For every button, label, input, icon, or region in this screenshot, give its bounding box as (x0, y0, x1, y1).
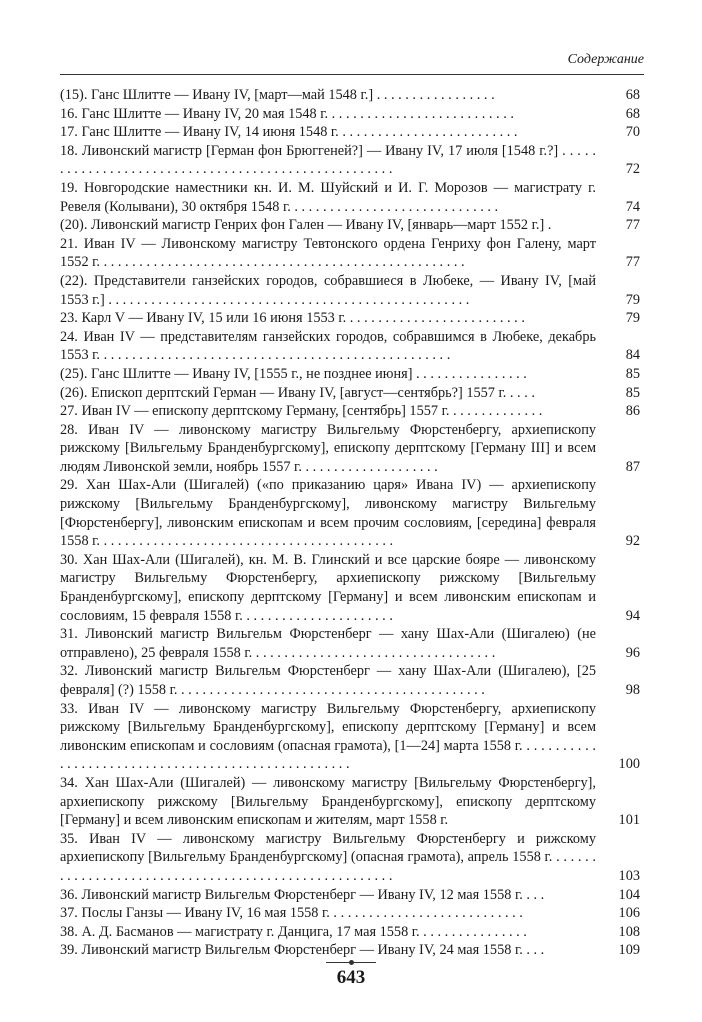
toc-entry-page: 103 (618, 867, 640, 884)
toc-entry (60, 123, 644, 142)
page-number: 643 (336, 967, 366, 988)
toc-entry (60, 272, 644, 309)
toc-entry (60, 774, 644, 830)
toc-entry (60, 923, 644, 942)
toc-entry-title: (26). Епископ дерптский Герман — Ивану IV, [август—сентябрь?] 1557 г. . . . . (60, 384, 535, 401)
toc-entry-page: 79 (625, 310, 640, 327)
toc-entry-title: 37. Послы Ганзы — Ивану IV, 16 мая 1558 г. . . . . . . . . . . . . . . . . . . . . . . . . . . . (60, 905, 523, 922)
toc-entry-page: 74 (625, 198, 640, 215)
toc-entry-page: 72 (625, 161, 640, 178)
toc-entry (60, 551, 644, 625)
toc-entry-title: 32. Ливонский магистр Вильгельм Фюрстенберг — хану Шах-Али (Шигалею), [25 февраля] (?) 1558 г. . . . . . . . . . . . . . . . . . . . . . . . . . . . . . . . . . . . . . . . . . . . (60, 663, 596, 698)
toc-entry-page: 94 (625, 607, 640, 624)
toc-entry (60, 476, 644, 550)
toc-entry-page: 106 (618, 905, 640, 922)
toc-entry-title: 39. Ливонский магистр Вильгельм Фюрстенберг — Ивану IV, 24 мая 1558 г. . . . (60, 942, 545, 959)
toc-entry-page: 68 (625, 87, 640, 103)
toc-entry-title: 19. Новгородские наместники кн. И. М. Шуйский и И. Г. Морозов — магистрату г. Ревеля (Колывани), 30 октября 1548 г. . . . . . . . . . . . . . . . . . . . . . . . . . . . . . (60, 179, 596, 215)
toc-entry-page: 77 (625, 254, 640, 271)
toc-entry-title: 21. Иван IV — Ливонскому магистру Тевтонского ордена Генриху фон Галену, март 1552 г. . . . . . . . . . . . . . . . . . . . . . . . . . . . . . . . . . . . . . . . . . . . . . . . . . . . (60, 235, 596, 271)
header-title: Содержание (567, 52, 644, 67)
toc-entry (60, 309, 644, 328)
toc-entry-page: 92 (625, 533, 640, 550)
toc-entry-title: 27. Иван IV — епископу дерптскому Герману, [сентябрь] 1557 г. . . . . . . . . . . . . . (60, 403, 543, 420)
toc-entry-title: 30. Хан Шах-Али (Шигалей), кн. М. В. Глинский и все царские бояре — ливонскому магистру Вильгельму Фюрстенбергу, архиепископу рижскому [Вильгельму Бранденбургскому], епископу дерптскому [Герману] и всем ливонским епископам и сословиям, 15 февраля 1558 г. . . . . . . . . . . . . . . . . . . . . . (60, 551, 596, 624)
toc-entry-title: 28. Иван IV — ливонскому магистру Вильгельму Фюрстенбергу, архиепископу рижскому [Вильгельму Бранденбургскому], епископу дерптскому [Герману III] и всем людям Ливонской земли, ноябрь 1557 г. . . . . . . . . . . . . . . . . . . . (60, 421, 596, 475)
toc-entry (60, 142, 644, 179)
toc-entry-page: 96 (625, 644, 640, 661)
toc-entry (60, 384, 644, 403)
toc-entry-title: (25). Ганс Шлитте — Ивану IV, [1555 г., не позднее июня] . . . . . . . . . . . . . . . . (60, 365, 527, 382)
toc-entry-title: 31. Ливонский магистр Вильгельм Фюрстенберг — хану Шах-Али (Шигалею) (не отправлено), 25 февраля 1558 г. . . . . . . . . . . . . . . . . . . . . . . . . . . . . . . . . . . (60, 626, 596, 661)
toc-entry-page: 77 (625, 217, 640, 234)
toc-entry-page: 68 (625, 105, 640, 122)
toc-entry-title: 29. Хан Шах-Али (Шигалей) («по приказанию царя» Ивана IV) — архиепископу рижскому [Вильгельму Бранденбургскому], ливонскому магистру Вильгельму [Фюрстенбергу], ливонским епископам и всем прочим сословиям, [середина] февраля 1558 г. . . . . . . . . . . . . . . . . . . . . . . . . . . . . . . . . . . . . . . . . . (60, 477, 596, 550)
toc-entry-title: 35. Иван IV — ливонскому магистру Вильгельму Фюрстенбергу и рижскому архиепископу [Вильгельму Бранденбургскому] (опасная грамота), апрель 1558 г. . . . . . . . . . . . . . . . . . . . . . . . . . . . . . . . . . . . . . . . . . . . . . . . . . . . . . (60, 830, 596, 884)
toc-entry (60, 662, 644, 699)
toc-entry-page: 87 (625, 458, 640, 475)
toc-entry (60, 625, 644, 662)
toc-entry (60, 328, 644, 365)
toc-entry-title: 18. Ливонский магистр [Герман фон Брюггеней?] — Ивану IV, 17 июля [1548 г.?] . . . . . . . . . . . . . . . . . . . . . . . . . . . . . . . . . . . . . . . . . . . . . . . . . . . . (60, 142, 596, 178)
toc-entry-page: 85 (625, 365, 640, 382)
toc-entry-page: 104 (618, 886, 640, 903)
toc-entry-page: 70 (625, 124, 640, 141)
toc-entry-title: 33. Иван IV — ливонскому магистру Вильгельму Фюрстенбергу, архиепископу рижскому [Вильгельму Бранденбургскому], епископу дерптскому [Герману] и всем ливонским епископам и сословиям (опасная грамота), [1—24] марта 1558 г. . . . . . . . . . . . . . . . . . . . . . . . . . . . . . . . . . . . . . . . . . . . . . . . . . . . (60, 700, 596, 773)
toc-entry (60, 830, 644, 886)
toc-entry-page: 100 (618, 756, 640, 773)
page-number-ornament (326, 962, 376, 963)
toc-entry (60, 86, 644, 105)
toc-entry (60, 216, 644, 235)
toc-entry (60, 235, 644, 272)
toc-entry-page: 85 (625, 384, 640, 401)
toc-entry-title: 23. Карл V — Ивану IV, 15 или 16 июня 1553 г. . . . . . . . . . . . . . . . . . . . . . . . . . (60, 310, 525, 327)
toc-entry-page: 98 (625, 682, 640, 698)
toc-entry-page: 108 (618, 923, 640, 940)
toc-entry-page: 79 (625, 291, 640, 308)
toc-entry (60, 105, 644, 124)
toc-entry-page: 101 (618, 812, 640, 829)
toc-entry-title: (22). Представители ганзейских городов, собравшиеся в Любеке, — Ивану IV, [май 1553 г.] . . . . . . . . . . . . . . . . . . . . . . . . . . . . . . . . . . . . . . . . . . . . . . . . . . . (60, 272, 596, 308)
toc-entry-title: (20). Ливонский магистр Генрих фон Гален — Ивану IV, [январь—март 1552 г.] . (60, 217, 552, 234)
toc-entry-page: 86 (625, 403, 640, 420)
toc-entry (60, 700, 644, 774)
toc-entry (60, 886, 644, 905)
table-of-contents (60, 86, 644, 960)
toc-entry-title: 16. Ганс Шлитте — Ивану IV, 20 мая 1548 г. . . . . . . . . . . . . . . . . . . . . . . . . . . (60, 105, 514, 122)
toc-entry (60, 179, 644, 216)
page-footer (0, 962, 702, 989)
toc-entry-title: 17. Ганс Шлитте — Ивану IV, 14 июня 1548 г. . . . . . . . . . . . . . . . . . . . . . . . . . (60, 124, 518, 141)
toc-entry-page: 109 (618, 942, 640, 959)
toc-entry (60, 365, 644, 384)
toc-entry (60, 904, 644, 923)
toc-entry (60, 402, 644, 421)
toc-entry-title: 36. Ливонский магистр Вильгельм Фюрстенберг — Ивану IV, 12 мая 1558 г. . . . (60, 886, 545, 903)
toc-entry-title: (15). Ганс Шлитте — Ивану IV, [март—май 1548 г.] . . . . . . . . . . . . . . . . . (60, 87, 495, 103)
toc-entry (60, 421, 644, 477)
toc-entry-page: 84 (625, 347, 640, 364)
running-header (60, 50, 644, 75)
toc-entry-title: 24. Иван IV — представителям ганзейских городов, собравшимся в Любеке, декабрь 1553 г. . . . . . . . . . . . . . . . . . . . . . . . . . . . . . . . . . . . . . . . . . . . . . . . . . (60, 328, 596, 364)
toc-entry-title: 34. Хан Шах-Али (Шигалей) — ливонскому магистру [Вильгельму Фюрстенбергу], архиепископу рижскому [Вильгельму Бранденбургскому], епископу дерптскому [Герману] и всем ливонским епископам и жителям, март 1558 г. (60, 774, 596, 829)
toc-entry (60, 941, 644, 960)
toc-entry-title: 38. А. Д. Басманов — магистрату г. Данцига, 17 мая 1558 г. . . . . . . . . . . . . . . . (60, 923, 527, 940)
